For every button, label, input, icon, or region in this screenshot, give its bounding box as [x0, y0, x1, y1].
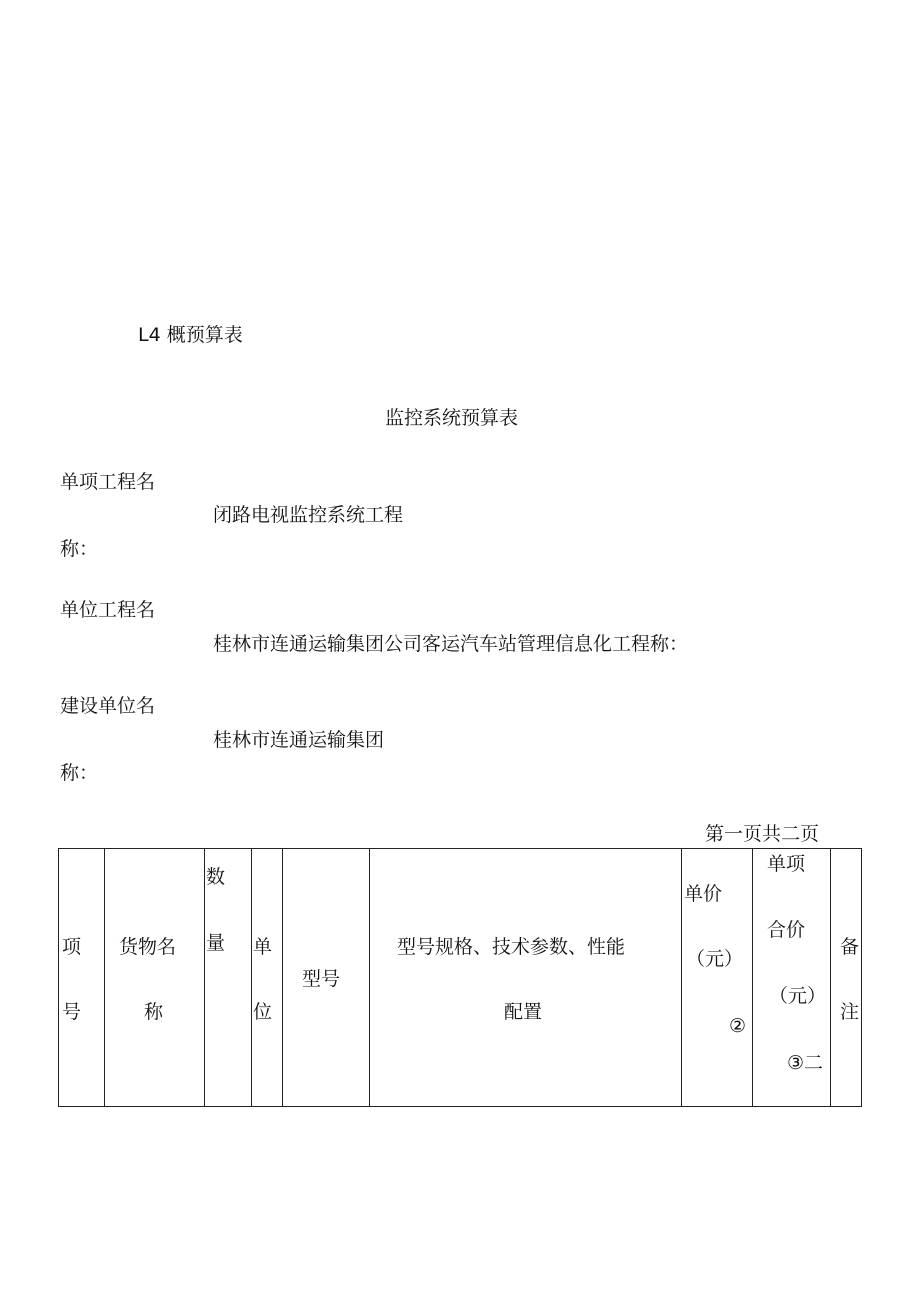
header-model: 型号 [302, 968, 341, 990]
unit-project-value: 桂林市连通运输集团公司客运汽车站管理信息化工程称： [213, 633, 689, 655]
column-divider [752, 849, 753, 1106]
column-divider [251, 849, 252, 1106]
header-total-price-line4: ③二 [787, 1052, 824, 1074]
column-divider [681, 849, 682, 1106]
header-total-price-line2: 合价 [767, 919, 806, 941]
header-unit-price-line2: （元） [686, 948, 744, 970]
header-quantity-line2: 量 [206, 932, 226, 954]
column-divider [282, 849, 283, 1106]
page-indicator: 第一页共二页 [705, 823, 820, 845]
header-unit-price-line3: ② [729, 1015, 747, 1037]
column-divider [104, 849, 105, 1106]
column-divider [204, 849, 205, 1106]
header-spec-line1: 型号规格、技术参数、性能 [397, 936, 626, 958]
header-item-no-line2: 号 [62, 1001, 82, 1023]
unit-project-label: 单位工程名 [60, 599, 156, 621]
header-spec-line2: 配置 [504, 1001, 543, 1023]
header-total-price-line3: （元） [769, 985, 827, 1007]
header-remarks-line2: 注 [840, 1001, 860, 1023]
header-item-no-line1: 项 [62, 936, 82, 958]
header-goods-name-line2: 称 [144, 1001, 164, 1023]
builder-label: 建设单位名 [60, 695, 156, 717]
builder-label-cont: 称： [60, 762, 99, 784]
header-total-price-line1: 单项 [767, 853, 806, 875]
project-name-value: 闭路电视监控系统工程 [213, 504, 404, 526]
budget-table [58, 848, 862, 1107]
header-remarks-line1: 备 [840, 936, 860, 958]
project-name-label: 单项工程名 [60, 471, 156, 493]
builder-value: 桂林市连通运输集团 [213, 729, 385, 751]
header-unit-line2: 位 [253, 1001, 273, 1023]
project-name-label-cont: 称： [60, 538, 99, 560]
header-quantity-line1: 数 [206, 866, 226, 888]
column-divider [830, 849, 831, 1106]
column-divider [369, 849, 370, 1106]
document-title: 监控系统预算表 [385, 407, 519, 429]
header-unit-price-line1: 单价 [684, 883, 723, 905]
section-heading: L4 概预算表 [138, 324, 243, 346]
header-goods-name-line1: 货物名 [119, 936, 177, 958]
header-unit-line1: 单 [253, 936, 273, 958]
